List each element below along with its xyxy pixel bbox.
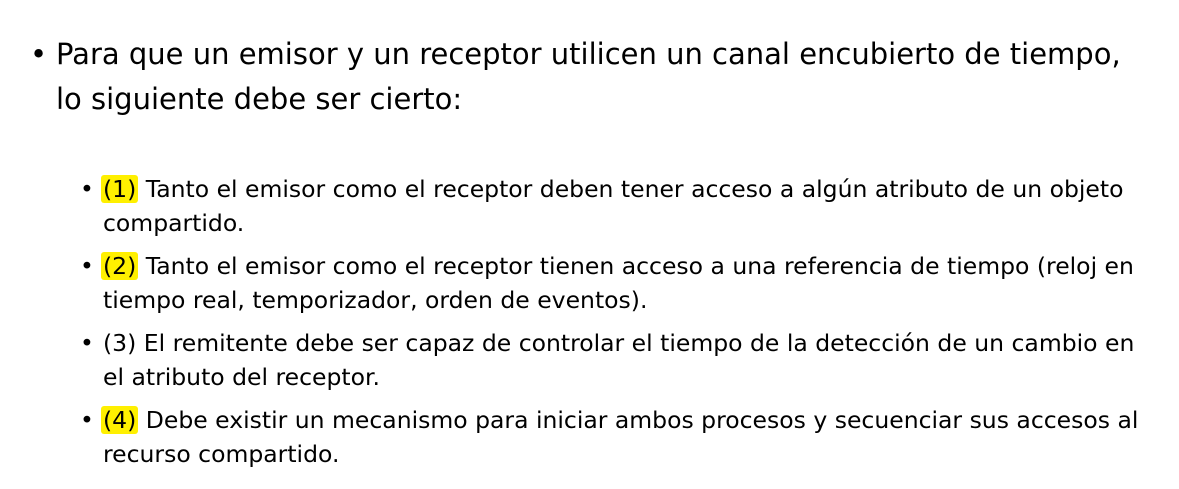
bullet-icon: • <box>80 406 94 434</box>
condition-item-4 <box>80 403 1160 471</box>
condition-number-highlighted: (1) <box>103 175 137 203</box>
conditions-list <box>80 172 1160 480</box>
condition-text: Tanto el emisor como el receptor deben tener acceso a algún atributo de un objeto compartido. <box>103 175 1124 237</box>
bullet-icon: • <box>30 37 48 71</box>
condition-number-highlighted: (2) <box>103 252 137 280</box>
bullet-icon: • <box>80 329 94 357</box>
condition-number-highlighted: (4) <box>103 406 137 434</box>
condition-text: El remitente debe ser capaz de controlar el tiempo de la detección de un cambio en el atributo del receptor. <box>103 329 1135 391</box>
main-point-text: Para que un emisor y un receptor utilicen un canal encubierto de tiempo, lo siguiente debe ser cierto: <box>56 37 1121 116</box>
bullet-icon: • <box>80 175 94 203</box>
condition-number: (3) <box>103 329 137 357</box>
condition-item-3 <box>80 326 1160 394</box>
main-bullet-point <box>30 32 1150 122</box>
bullet-icon: • <box>80 252 94 280</box>
condition-item-1 <box>80 172 1160 240</box>
condition-item-2 <box>80 249 1160 317</box>
condition-text: Debe existir un mecanismo para iniciar ambos procesos y secuenciar sus accesos al recurso compartido. <box>103 406 1139 468</box>
condition-text: Tanto el emisor como el receptor tienen acceso a una referencia de tiempo (reloj en tiempo real, temporizador, orden de eventos). <box>103 252 1134 314</box>
